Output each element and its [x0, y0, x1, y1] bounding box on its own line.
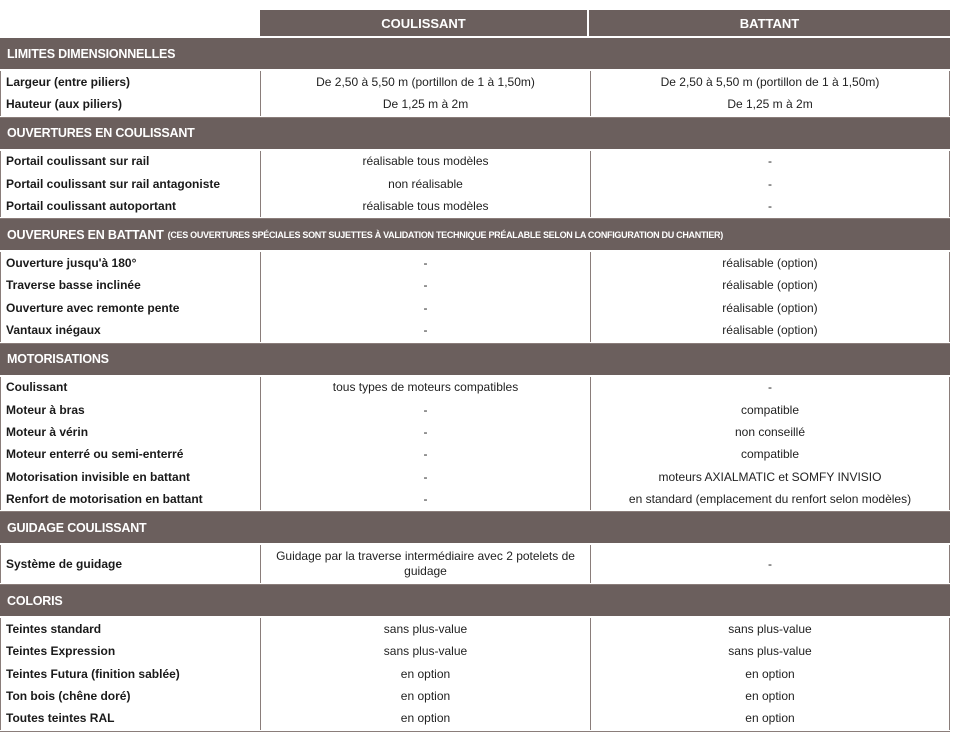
table-row: [0, 252, 950, 274]
cell-coulissant: De 1,25 m à 2m: [260, 93, 590, 115]
table-row: [0, 421, 950, 443]
table-row: [0, 466, 950, 488]
row-label: Toutes teintes RAL: [0, 708, 260, 730]
cell-coulissant: sans plus-value: [260, 618, 590, 640]
row-label: Ouverture avec remonte pente: [0, 297, 260, 319]
cell-battant: -: [590, 545, 950, 583]
section-title: OUVERURES EN BATTANT: [7, 227, 164, 242]
cell-coulissant: Guidage par la traverse intermédiaire avec 2 potelets de guidage: [260, 545, 590, 583]
table-body: [0, 38, 950, 732]
table-row: [0, 708, 950, 730]
section-title: GUIDAGE COULISSANT: [7, 520, 147, 535]
cell-battant: -: [590, 195, 950, 217]
cell-coulissant: -: [260, 444, 590, 466]
section-note: (CES OUVERTURES SPÉCIALES SONT SUJETTES À VALIDATION TECHNIQUE PRÉALABLE SELON LA CONFIGURATION DU CHANTIER): [167, 229, 723, 240]
cell-battant: compatible: [590, 399, 950, 421]
row-label: Ton bois (chêne doré): [0, 685, 260, 707]
row-label: Teintes Futura (finition sablée): [0, 663, 260, 685]
row-label: Renfort de motorisation en battant: [0, 488, 260, 510]
cell-coulissant: -: [260, 421, 590, 443]
cell-battant: en option: [590, 708, 950, 730]
section-title: LIMITES DIMENSIONNELLES: [7, 46, 176, 61]
cell-coulissant: en option: [260, 708, 590, 730]
cell-coulissant: non réalisable: [260, 173, 590, 195]
row-label: Vantaux inégaux: [0, 319, 260, 341]
section-header: [0, 118, 950, 149]
header-blank: [0, 10, 260, 36]
cell-battant: réalisable (option): [590, 275, 950, 297]
cell-coulissant: réalisable tous modèles: [260, 195, 590, 217]
header-battant: BATTANT: [589, 10, 950, 36]
header-coulissant: COULISSANT: [260, 10, 589, 36]
table-row: [0, 275, 950, 297]
section-rows: [0, 69, 950, 118]
row-label: Portail coulissant autoportant: [0, 195, 260, 217]
row-label: Motorisation invisible en battant: [0, 466, 260, 488]
row-label: Portail coulissant sur rail antagoniste: [0, 173, 260, 195]
section-rows: [0, 149, 950, 220]
cell-battant: De 2,50 à 5,50 m (portillon de 1 à 1,50m): [590, 71, 950, 93]
table-row: [0, 618, 950, 640]
row-label: Portail coulissant sur rail: [0, 151, 260, 173]
table-row: [0, 444, 950, 466]
cell-battant: sans plus-value: [590, 641, 950, 663]
cell-coulissant: -: [260, 466, 590, 488]
table-row: [0, 173, 950, 195]
cell-battant: -: [590, 173, 950, 195]
cell-coulissant: en option: [260, 663, 590, 685]
cell-coulissant: réalisable tous modèles: [260, 151, 590, 173]
row-label: Système de guidage: [0, 545, 260, 583]
table-row: [0, 685, 950, 707]
section-rows: [0, 250, 950, 343]
cell-battant: compatible: [590, 444, 950, 466]
table-row: [0, 663, 950, 685]
section-title: COLORIS: [7, 593, 63, 608]
row-label: Teintes Expression: [0, 641, 260, 663]
table-row: [0, 641, 950, 663]
table-row: [0, 151, 950, 173]
cell-battant: en option: [590, 685, 950, 707]
cell-coulissant: tous types de moteurs compatibles: [260, 377, 590, 399]
section-header: [0, 585, 950, 616]
section-title: MOTORISATIONS: [7, 352, 109, 367]
cell-battant: réalisable (option): [590, 297, 950, 319]
cell-coulissant: -: [260, 488, 590, 510]
table-row: [0, 488, 950, 510]
row-label: Traverse basse inclinée: [0, 275, 260, 297]
row-label: Teintes standard: [0, 618, 260, 640]
table-row: [0, 93, 950, 115]
section-header: [0, 344, 950, 375]
table-row: [0, 399, 950, 421]
cell-coulissant: -: [260, 319, 590, 341]
cell-battant: moteurs AXIALMATIC et SOMFY INVISIO: [590, 466, 950, 488]
row-label: Moteur à vérin: [0, 421, 260, 443]
cell-battant: non conseillé: [590, 421, 950, 443]
cell-coulissant: sans plus-value: [260, 641, 590, 663]
cell-battant: en standard (emplacement du renfort selon modèles): [590, 488, 950, 510]
cell-battant: réalisable (option): [590, 319, 950, 341]
row-label: Moteur enterré ou semi-enterré: [0, 444, 260, 466]
row-label: Hauteur (aux piliers): [0, 93, 260, 115]
row-label: Largeur (entre piliers): [0, 71, 260, 93]
section-header: [0, 219, 950, 250]
section-rows: [0, 375, 950, 513]
comparison-table: [0, 10, 950, 732]
row-label: Coulissant: [0, 377, 260, 399]
cell-battant: -: [590, 151, 950, 173]
cell-battant: De 1,25 m à 2m: [590, 93, 950, 115]
row-label: Ouverture jusqu'à 180°: [0, 252, 260, 274]
table-row: [0, 377, 950, 399]
table-row: [0, 195, 950, 217]
cell-battant: -: [590, 377, 950, 399]
cell-coulissant: -: [260, 252, 590, 274]
table-header: [0, 10, 950, 36]
section-rows: [0, 616, 950, 731]
cell-battant: sans plus-value: [590, 618, 950, 640]
section-header: [0, 38, 950, 69]
cell-coulissant: -: [260, 297, 590, 319]
section-title: OUVERTURES EN COULISSANT: [7, 126, 195, 141]
section-header: [0, 512, 950, 543]
cell-coulissant: en option: [260, 685, 590, 707]
section-rows: [0, 543, 950, 585]
cell-coulissant: De 2,50 à 5,50 m (portillon de 1 à 1,50m): [260, 71, 590, 93]
table-row: [0, 545, 950, 583]
cell-battant: en option: [590, 663, 950, 685]
cell-battant: réalisable (option): [590, 252, 950, 274]
row-label: Moteur à bras: [0, 399, 260, 421]
table-row: [0, 319, 950, 341]
table-row: [0, 71, 950, 93]
table-row: [0, 297, 950, 319]
cell-coulissant: -: [260, 275, 590, 297]
cell-coulissant: -: [260, 399, 590, 421]
